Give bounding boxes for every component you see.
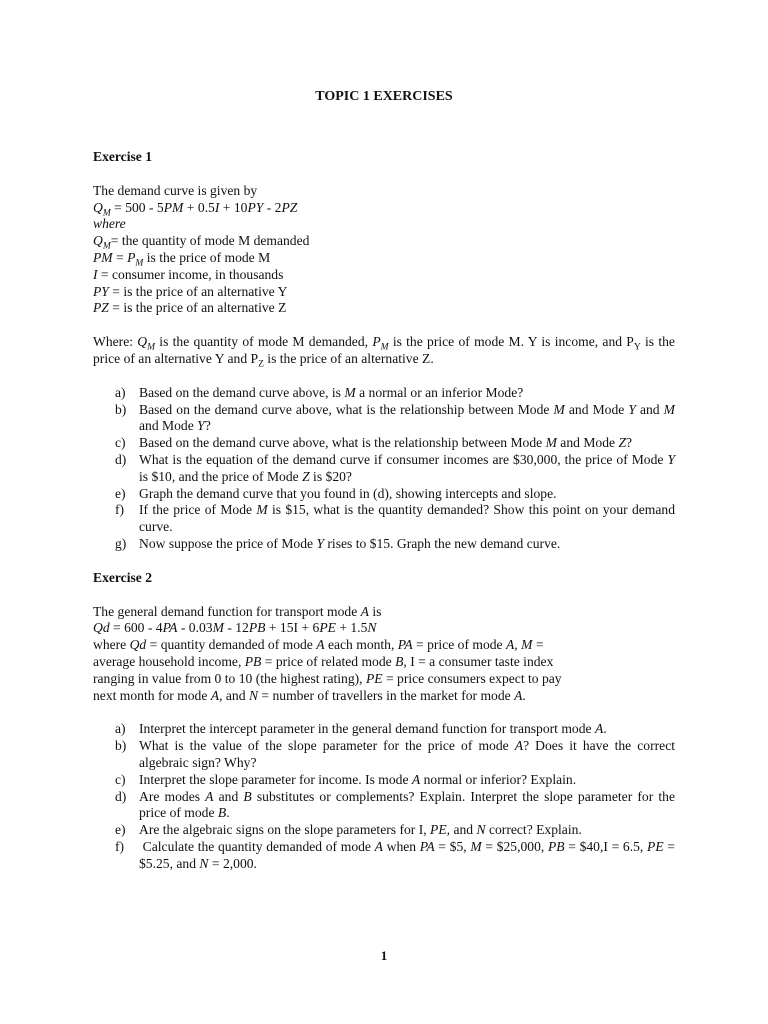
exercise-1 [93,149,675,872]
question-label: c) [115,435,126,451]
question-item [93,385,675,402]
exercise-2-equation: Qd = 600 - 4PA - 0.03M - 12PB + 15I + 6PE + 1.5N [93,620,377,636]
definition-line: PY = is the price of an alternative Y [93,283,288,299]
exercise-2-questions [93,721,675,872]
definition-line: I = consumer income, in thousands [93,266,284,282]
question-label: b) [115,401,127,417]
exercise-2-intro: The general demand function for transport mode A is [93,603,382,619]
description-line: ranging in value from 0 to 10 (the highest rating), PE = price consumers expect to pay [93,670,562,686]
question-label: e) [115,485,126,501]
exercise-1-heading: Exercise 1 [93,149,153,164]
question-item [93,738,675,772]
question-item [93,772,675,789]
description-line: where Qd = quantity demanded of mode A each month, PA = price of mode A, M = [93,637,544,653]
question-text: What is the equation of the demand curve if consumer incomes are $30,000, the price of Mode Y is $10, and the price of Mode Z is $20? [139,451,675,484]
exercise-1-definitions [93,233,675,317]
question-label: b) [115,738,127,754]
question-item [93,536,675,553]
question-label: g) [115,535,127,551]
question-text: Are the algebraic signs on the slope parameters for I, PE, and N correct? Explain. [139,822,582,838]
question-item [93,452,675,486]
question-text: If the price of Mode M is $15, what is the quantity demanded? Show this point on your demand curve. [139,502,675,535]
question-label: e) [115,822,126,838]
definition-line: $Q_M=$ the quantity of mode M demanded [93,233,310,252]
exercise-1-equation: $Q_M = 500 - 5PM + 0.5I + 10PY - 2PZ$ [93,199,298,219]
question-text: Interpret the slope parameter for income. Is mode A normal or inferior? Explain. [139,771,577,787]
exercise-1-questions [93,385,675,553]
question-item [93,839,675,873]
question-item [93,402,675,436]
question-text: Interpret the intercept parameter in the general demand function for transport mode A. [139,721,607,737]
question-text: Are modes A and B substitutes or complements? Explain. Interpret the slope parameter for the price of mode B. [139,788,675,821]
question-item [93,789,675,823]
question-label: a) [115,721,126,737]
exercise-2-heading: Exercise 2 [93,569,153,585]
question-text: Based on the demand curve above, what is the relationship between Mode M and Mode Y and M and Mode Y? [139,401,675,434]
question-item [93,486,675,503]
question-label: d) [115,451,127,467]
question-text: What is the value of the slope parameter for the price of mode A? Does it have the correct algebraic sign? Why? [139,738,675,770]
question-label: d) [115,788,127,804]
exercise-1-where-paragraph: Where: $Q_M$ is the quantity of mode M demanded, $P_M$ is the price of mode M. Y is income, and $P_Y$ is the price of an alternative Y and $P_Z$ is the price of an alternative Z. [93,334,675,370]
question-item [93,822,675,839]
question-label: f) [115,502,125,518]
definition-line: PZ = is the price of an alternative Z [93,300,287,316]
question-item [93,502,675,536]
question-item [93,435,675,452]
question-text: Now suppose the price of Mode Y rises to $15. Graph the new demand curve. [139,535,561,551]
description-line: next month for mode A, and N = number of travellers in the market for mode A. [93,687,526,703]
question-item [93,721,675,738]
question-label: c) [115,771,126,787]
exercise-1-where: where [93,216,126,232]
question-text: Calculate the quantity demanded of mode A when PA = $5, M = $25,000, PB = $40,I = 6.5, PE = $5.25, and N = 2,000. [139,838,675,871]
question-text: Based on the demand curve above, is M a normal or an inferior Mode? [139,384,524,400]
question-text: Graph the demand curve that you found in (d), showing intercepts and slope. [139,485,557,501]
exercise-1-intro: The demand curve is given by [93,182,258,198]
exercise-2-description [93,637,675,704]
definition-line: PM = $P_M$ is the price of mode M [93,249,271,269]
question-label: a) [115,384,126,400]
description-line: average household income, PB = price of related mode B, I = a consumer taste index [93,653,554,669]
question-text: Based on the demand curve above, what is the relationship between Mode M and Mode Z? [139,435,633,451]
page-number: 1 [380,948,388,963]
question-label: f) [115,838,125,854]
page-title: TOPIC 1 EXERCISES [315,89,453,104]
